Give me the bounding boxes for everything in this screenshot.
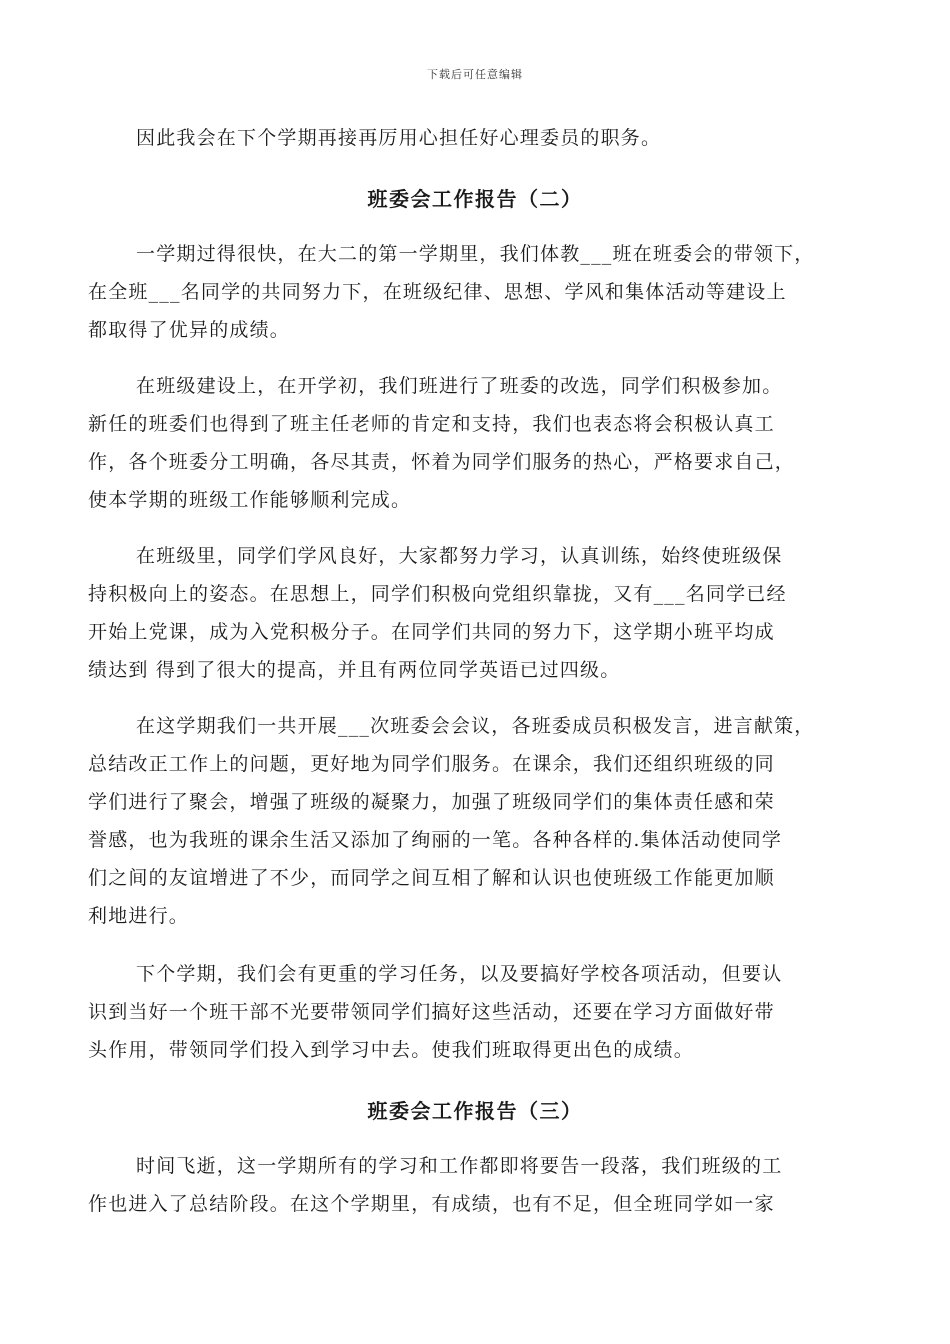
- paragraph-line: 利地进行。: [88, 905, 190, 927]
- paragraph-line: 们之间的友谊增进了不少，而同学之间互相了解和认识也使班级工作能更加顺: [88, 867, 775, 889]
- paragraph-line: 时间飞逝，这一学期所有的学习和工作都即将要告一段落，我们班级的工: [136, 1155, 783, 1177]
- paragraph-line: 学们进行了聚会，增强了班级的凝聚力，加强了班级同学们的集体责任感和荣: [88, 791, 775, 813]
- paragraph-line: 持积极向上的姿态。在思想上，同学们积极向党组织靠拢，又有___名同学已经: [88, 583, 787, 605]
- header-note: 下载后可任意编辑: [427, 68, 523, 81]
- paragraph-line: 下个学期，我们会有更重的学习任务，以及要搞好学校各项活动，但要认: [136, 963, 783, 985]
- paragraph-line: 新任的班委们也得到了班主任老师的肯定和支持，我们也表态将会积极认真工: [88, 413, 775, 435]
- paragraph-line: 在班级建设上，在开学初，我们班进行了班委的改选，同学们积极参加。: [136, 375, 783, 397]
- paragraph-line: 头作用，带领同学们投入到学习中去。使我们班取得更出色的成绩。: [88, 1039, 695, 1061]
- paragraph-line: 在这学期我们一共开展___次班委会会议，各班委成员积极发言，进言献策，: [136, 715, 815, 737]
- closing-line: 因此我会在下个学期再接再厉用心担任好心理委员的职务。: [136, 127, 662, 149]
- paragraph-line: 作也进入了总结阶段。在这个学期里，有成绩，也有不足，但全班同学如一家: [88, 1193, 775, 1215]
- paragraph-line: 作，各个班委分工明确，各尽其责，怀着为同学们服务的热心，严格要求自己，: [88, 451, 796, 473]
- paragraph-line: 在全班___名同学的共同努力下，在班级纪律、思想、学风和集体活动等建设上: [88, 281, 787, 303]
- paragraph-line: 使本学期的班级工作能够顺利完成。: [88, 489, 412, 511]
- paragraph-line: 都取得了优异的成绩。: [88, 319, 291, 341]
- paragraph-line: 识到当好一个班干部不光要带领同学们搞好这些活动，还要在学习方面做好带: [88, 1001, 775, 1023]
- section-heading-2: 班委会工作报告（二）: [367, 187, 583, 211]
- section-heading-3: 班委会工作报告（三）: [367, 1099, 583, 1123]
- paragraph-line: 开始上党课，成为入党积极分子。在同学们共同的努力下，这学期小班平均成: [88, 621, 775, 643]
- paragraph-line: 一学期过得很快，在大二的第一学期里，我们体教___班在班委会的带领下，: [136, 243, 815, 265]
- paragraph-line: 总结改正工作上的问题，更好地为同学们服务。在课余，我们还组织班级的同: [88, 753, 775, 775]
- paragraph-line: 誉感，也为我班的课余生活又添加了绚丽的一笔。各种各样的.集体活动使同学: [88, 829, 783, 851]
- paragraph-line: 绩达到 得到了很大的提高，并且有两位同学英语已过四级。: [88, 659, 621, 681]
- paragraph-line: 在班级里，同学们学风良好，大家都努力学习，认真训练，始终使班级保: [136, 545, 783, 567]
